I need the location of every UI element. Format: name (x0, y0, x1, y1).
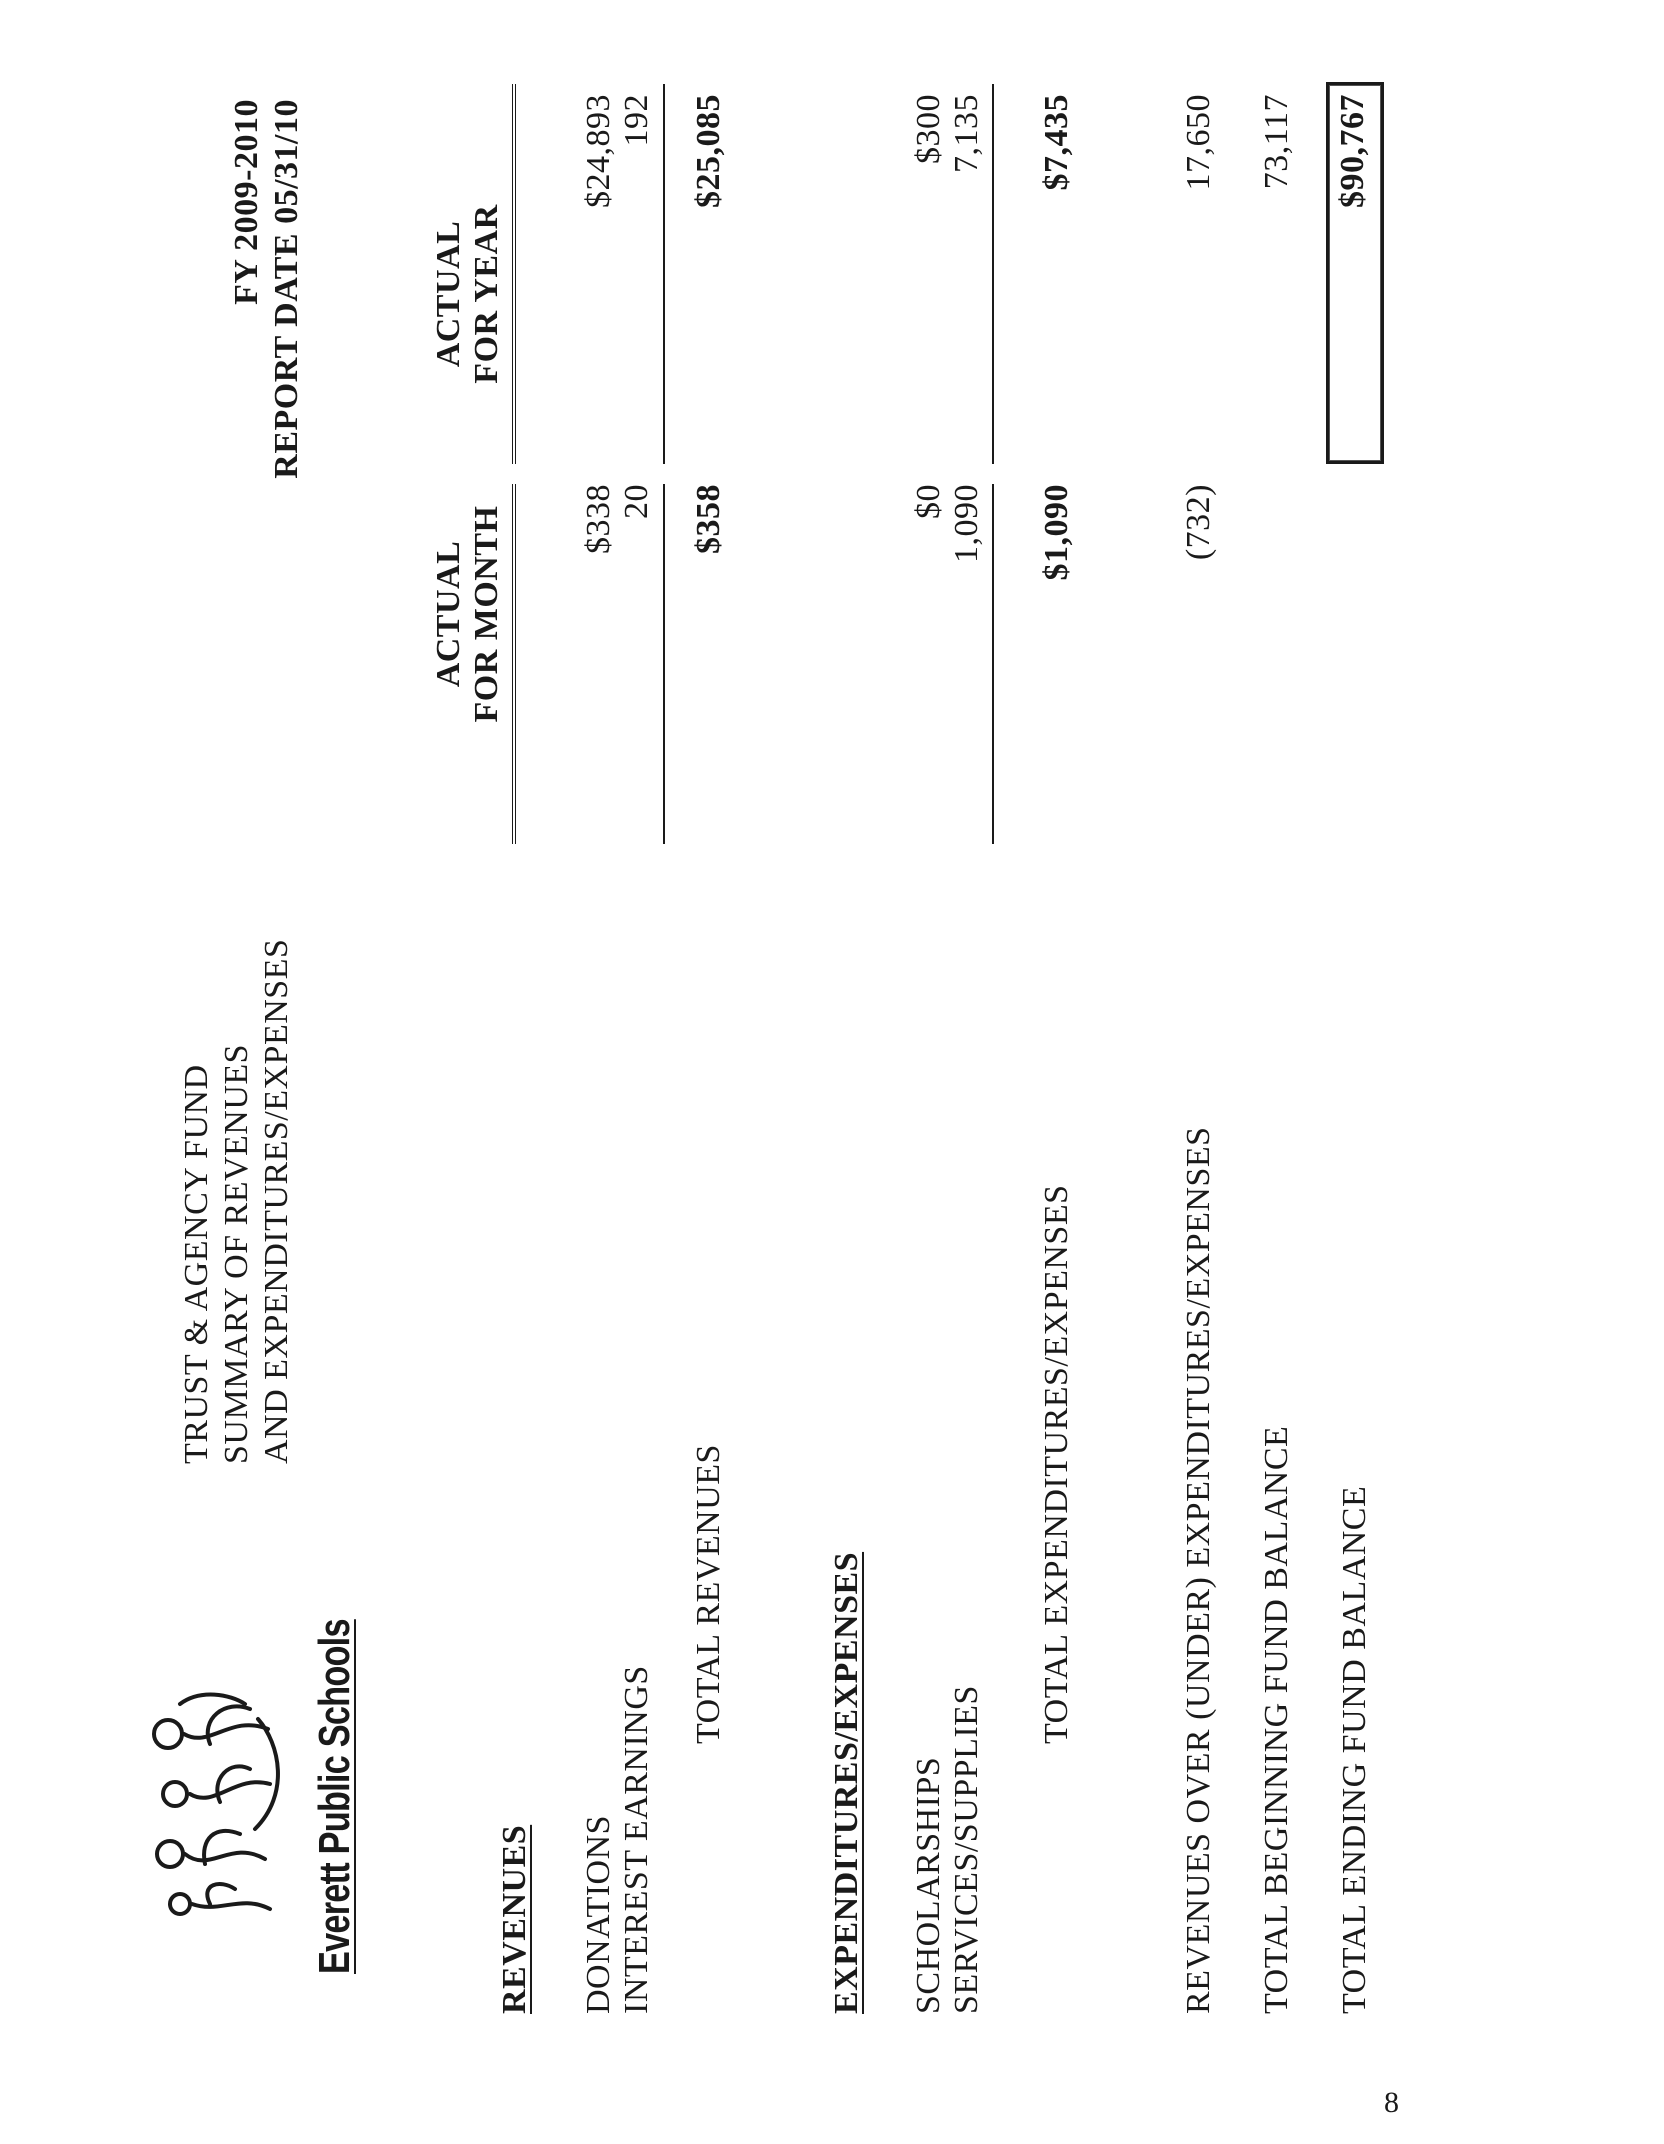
col-year-header-line-2: FOR YEAR (468, 204, 505, 384)
beginning-balance-label: TOTAL BEGINNING FUND BALANCE (1258, 1425, 1295, 2014)
interest-earnings-month: 20 (618, 484, 655, 519)
total-revenues-label: TOTAL REVENUES (690, 1444, 727, 1744)
donations-year: $24,893 (580, 94, 617, 208)
beginning-balance-year: 73,117 (1258, 94, 1295, 190)
children-figures-icon (140, 1674, 290, 1934)
donations-month: $338 (580, 484, 617, 554)
ending-balance-year: $90,767 (1334, 94, 1371, 208)
total-expenditures-month: $1,090 (1038, 484, 1075, 581)
scholarships-year: $300 (910, 94, 947, 164)
donations-label: DONATIONS (580, 1814, 617, 2014)
revenues-total-rule-year (663, 84, 665, 464)
report-title-line-1: TRUST & AGENCY FUND (178, 1064, 215, 1464)
interest-earnings-label: INTEREST EARNINGS (618, 1665, 655, 2014)
report-title-line-3: AND EXPENDITURES/EXPENSES (258, 938, 295, 1464)
interest-earnings-year: 192 (618, 94, 655, 147)
col-month-header-line-2: FOR MONTH (468, 505, 505, 723)
report-date: REPORT DATE 05/31/10 (268, 99, 305, 479)
scholarships-label: SCHOLARSHIPS (910, 1756, 947, 2014)
district-logo (140, 1619, 390, 1974)
fiscal-year: FY 2009-2010 (228, 99, 265, 305)
report-title-line-2: SUMMARY OF REVENUES (218, 1043, 255, 1464)
services-supplies-label: SERVICES/SUPPLIES (948, 1685, 985, 2014)
scholarships-month: $0 (910, 484, 947, 519)
total-revenues-month: $358 (690, 484, 727, 554)
total-revenues-year: $25,085 (690, 94, 727, 208)
col-month-header-rule (512, 484, 516, 844)
expenditures-heading: EXPENDITURES/EXPENSES (828, 1551, 865, 2014)
district-name: Everett Public Schools (310, 1619, 359, 1974)
col-year-header-line-1: ACTUAL (430, 220, 467, 368)
over-under-year: 17,650 (1180, 94, 1217, 191)
expenditures-total-rule-month (992, 484, 994, 844)
expenditures-total-rule-year (992, 84, 994, 464)
over-under-label: REVENUES OVER (UNDER) EXPENDITURES/EXPENSES (1180, 1126, 1217, 2014)
page-number: 8 (1384, 2086, 1399, 2119)
services-supplies-year: 7,135 (948, 94, 985, 173)
revenues-heading: REVENUES (496, 1824, 533, 2014)
total-expenditures-label: TOTAL EXPENDITURES/EXPENSES (1038, 1184, 1075, 1744)
over-under-month: (732) (1180, 484, 1217, 561)
col-year-header-rule (512, 84, 516, 464)
ending-balance-label: TOTAL ENDING FUND BALANCE (1336, 1485, 1373, 2014)
total-expenditures-year: $7,435 (1038, 94, 1075, 191)
services-supplies-month: 1,090 (948, 484, 985, 563)
revenues-total-rule-month (663, 484, 665, 844)
col-month-header-line-1: ACTUAL (430, 540, 467, 688)
